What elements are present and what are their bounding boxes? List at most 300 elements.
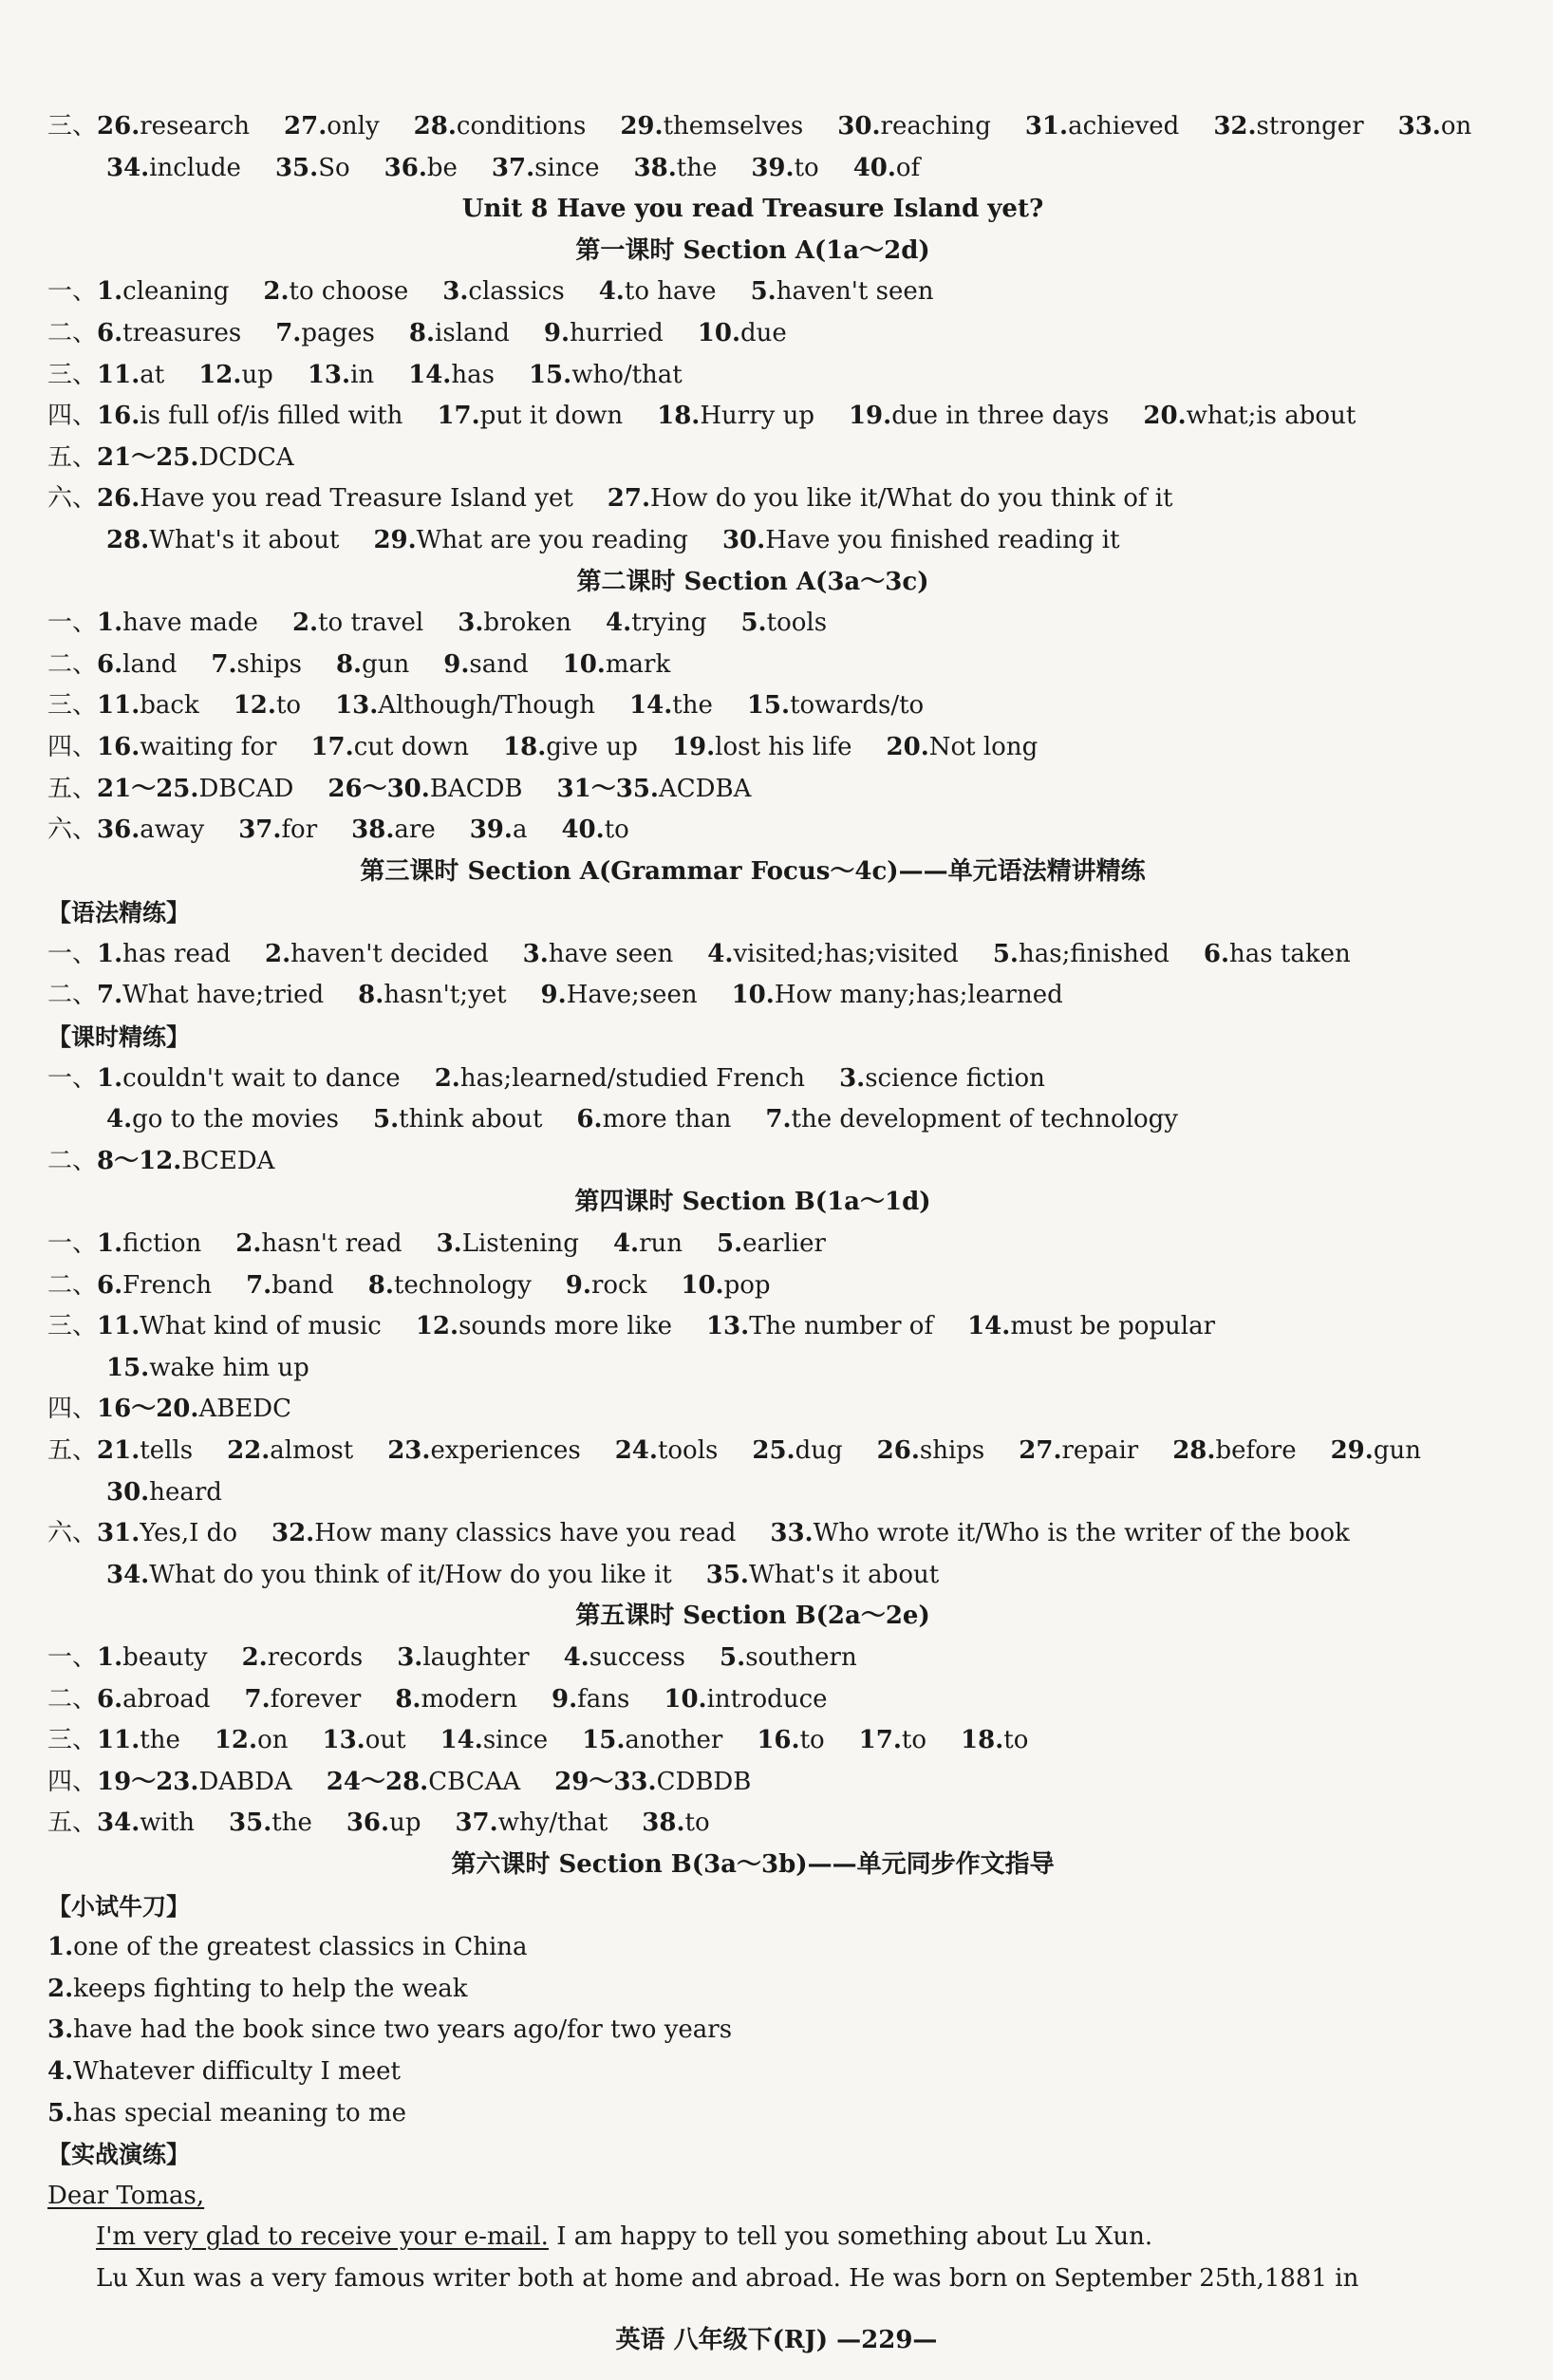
- question-number: 12.: [415, 1312, 459, 1341]
- answer-item: [492, 154, 600, 182]
- answer-text: Yes,I do: [140, 1519, 237, 1548]
- answer-text: why/that: [497, 1808, 608, 1838]
- answer-item: [351, 815, 436, 844]
- question-number: 10.: [697, 318, 740, 347]
- answer-item: [849, 402, 1109, 430]
- question-number: 38.: [642, 1808, 685, 1838]
- answer-item: [470, 815, 528, 844]
- answer-text: hasn't;yet: [384, 981, 507, 1010]
- question-number: 34.: [97, 1808, 140, 1838]
- answer-text: forever: [270, 1684, 362, 1714]
- part-number: 二、: [47, 1146, 98, 1175]
- answer-text: the development of technology: [791, 1105, 1178, 1134]
- question-number: 37.: [491, 153, 535, 182]
- answer-item: [698, 319, 787, 347]
- question-number: 6.: [97, 1684, 123, 1714]
- answer-line: [47, 603, 1458, 645]
- answer-line: [47, 396, 1458, 438]
- question-number: 8～12.: [97, 1146, 182, 1175]
- question-number: 9.: [540, 981, 567, 1010]
- answer-item: [887, 733, 1038, 761]
- answer-line: [47, 1389, 1458, 1431]
- answer-text: hasn't read: [261, 1229, 402, 1259]
- answer-item: [275, 319, 375, 347]
- answer-text: back: [140, 691, 199, 721]
- part-number: 四、: [47, 1395, 98, 1424]
- answer-item: [97, 1312, 382, 1340]
- answer-text: the: [271, 1808, 312, 1838]
- question-number: 15.: [528, 360, 572, 389]
- question-number: 35.: [229, 1808, 272, 1838]
- answer-item: [722, 526, 1120, 554]
- answer-text: for: [281, 815, 318, 845]
- answer-item: [859, 1726, 926, 1754]
- question-number: 33.: [1397, 112, 1441, 141]
- question-number: 15.: [582, 1726, 626, 1755]
- question-number: 18.: [657, 402, 701, 431]
- answer-text: gun: [1373, 1436, 1421, 1465]
- question-number: 1.: [97, 1642, 123, 1672]
- answer-item: [440, 1726, 549, 1754]
- question-number: 19.: [671, 732, 716, 761]
- answer-item: [564, 1643, 685, 1672]
- answer-line: [47, 478, 1458, 520]
- answer-text: themselves: [663, 112, 804, 141]
- answer-line: [47, 1059, 1458, 1100]
- answer-text: hurried: [570, 318, 664, 347]
- question-number: 16.: [97, 402, 140, 431]
- question-number: 6.: [97, 318, 123, 347]
- answer-text: to: [1003, 1726, 1029, 1755]
- answer-text: haven't decided: [290, 939, 489, 968]
- part-number: 二、: [47, 649, 98, 679]
- answer-text: who/that: [571, 360, 683, 389]
- question-number: 26.: [97, 484, 140, 514]
- answer-line: [47, 1638, 1458, 1679]
- answer-text: go to the movies: [132, 1105, 339, 1134]
- question-number: 34.: [106, 153, 150, 182]
- answer-text: couldn't wait to dance: [122, 1063, 401, 1093]
- answer-item: [435, 1064, 805, 1093]
- answer-item: [97, 1395, 291, 1423]
- question-number: 11.: [97, 1312, 140, 1341]
- answer-item: [455, 1808, 608, 1837]
- answer-line: [47, 1141, 1458, 1183]
- answer-item: [395, 1685, 517, 1714]
- question-number: 2.: [47, 1974, 74, 2003]
- answer-text: think about: [399, 1105, 543, 1134]
- answer-item: [563, 650, 671, 679]
- question-number: 19.: [848, 402, 892, 431]
- letter-greeting: [47, 2176, 1458, 2218]
- question-number: 14.: [967, 1312, 1011, 1341]
- answer-text: have seen: [548, 939, 674, 968]
- answer-item: [97, 609, 258, 637]
- question-number: 2.: [265, 939, 291, 968]
- answer-text: Have you read Treasure Island yet: [140, 484, 573, 514]
- answer-text: fans: [577, 1684, 630, 1714]
- answer-text: the: [672, 691, 713, 721]
- answer-text: ships: [236, 649, 302, 679]
- answer-item: [523, 940, 674, 968]
- question-number: 23.: [387, 1436, 431, 1465]
- answer-text: DABDA: [198, 1767, 292, 1796]
- answer-line: [47, 438, 1458, 479]
- answer-text: dug: [795, 1436, 843, 1465]
- answer-text: to: [799, 1726, 825, 1755]
- answer-text: to: [275, 691, 302, 721]
- page-footer: 英语 八年级下(RJ) —229—: [615, 2326, 938, 2354]
- answer-text: classics: [468, 277, 565, 307]
- answer-item: [443, 650, 528, 679]
- answer-item: [634, 154, 718, 182]
- answer-item: [416, 1312, 672, 1340]
- answer-line: [47, 769, 1458, 811]
- answer-item: [706, 1561, 939, 1589]
- answer-item: [961, 1726, 1028, 1754]
- question-number: 2.: [235, 1229, 262, 1259]
- answer-item: [414, 112, 587, 141]
- answer-line: [47, 934, 1458, 976]
- answer-item: [215, 1726, 289, 1754]
- answer-text: has special meaning to me: [73, 2098, 407, 2127]
- part-number: 二、: [47, 1684, 98, 1714]
- answer-item: [1143, 402, 1356, 430]
- answer-text: a: [512, 815, 528, 845]
- answer-text: What are you reading: [416, 525, 688, 554]
- answer-item: [620, 112, 803, 141]
- answer-text: sand: [469, 649, 529, 679]
- answer-text: How do you like it/What do you think of it: [650, 484, 1173, 514]
- answer-line: [47, 148, 1458, 190]
- answer-text: due in three days: [891, 402, 1110, 431]
- answer-item: [544, 319, 664, 347]
- answer-item: [765, 1105, 1178, 1134]
- answer-item: [97, 1808, 195, 1837]
- answer-item: [234, 691, 301, 720]
- question-number: 4.: [563, 1642, 589, 1672]
- answer-item: [106, 526, 339, 554]
- answer-item: [97, 1726, 180, 1754]
- answer-item: [284, 112, 380, 141]
- answer-text: another: [625, 1726, 723, 1755]
- answer-line: [47, 1513, 1458, 1555]
- answer-item: [358, 981, 506, 1009]
- question-number: 3.: [458, 609, 484, 638]
- answer-item: [541, 981, 698, 1009]
- answer-item: [336, 650, 409, 679]
- part-number: 三、: [47, 112, 98, 141]
- answer-line: [47, 685, 1458, 727]
- answer-item: [442, 277, 564, 306]
- part-number: 三、: [47, 691, 98, 721]
- answer-item: [106, 1105, 339, 1134]
- question-number: 19～23.: [97, 1767, 199, 1796]
- answer-item: [97, 733, 276, 761]
- answer-item: [717, 1229, 826, 1258]
- answer-text: research: [140, 112, 251, 141]
- question-number: 2.: [263, 277, 290, 307]
- answer-line: [47, 1555, 1458, 1597]
- answer-item: [458, 609, 571, 637]
- question-number: 14.: [440, 1726, 483, 1755]
- question-number: 4.: [598, 277, 625, 307]
- answer-item: [97, 484, 573, 513]
- answer-text: repair: [1061, 1436, 1139, 1465]
- answer-item: [387, 1436, 580, 1465]
- question-number: 30.: [721, 525, 766, 554]
- question-number: 4.: [606, 609, 632, 638]
- part-number: 四、: [47, 1767, 98, 1796]
- answer-item: [720, 1643, 857, 1672]
- answer-item: [47, 1933, 528, 1961]
- answer-text: pages: [301, 318, 375, 347]
- question-number: 7.: [765, 1105, 792, 1134]
- answer-item: [566, 1271, 647, 1300]
- answer-text: run: [639, 1229, 683, 1259]
- answer-text: tools: [657, 1436, 719, 1465]
- question-number: 3.: [47, 2015, 74, 2045]
- part-number: 二、: [47, 1270, 98, 1300]
- answer-item: [211, 650, 302, 679]
- answer-text: only: [327, 112, 380, 141]
- answer-line: [47, 1306, 1458, 1348]
- answer-line: [47, 313, 1458, 355]
- answer-text: heard: [149, 1477, 222, 1507]
- answer-text: beauty: [122, 1642, 208, 1672]
- answer-item: [97, 1643, 208, 1672]
- answer-text: DCDCA: [198, 442, 294, 472]
- question-number: 16～20.: [97, 1395, 199, 1424]
- answer-item: [47, 2015, 732, 2044]
- answer-item: [629, 691, 713, 720]
- answer-text: What's it about: [149, 525, 340, 554]
- question-number: 29.: [620, 112, 664, 141]
- answer-text: are: [394, 815, 436, 845]
- question-number: 13.: [307, 360, 351, 389]
- question-number: 4.: [707, 939, 734, 968]
- question-number: 5.: [750, 277, 776, 307]
- question-number: 8.: [395, 1684, 421, 1714]
- answer-text: experiences: [430, 1436, 581, 1465]
- question-number: 13.: [322, 1726, 365, 1755]
- answer-content: [47, 106, 1472, 2299]
- answer-item: [839, 1064, 1045, 1093]
- question-number: 17.: [858, 1726, 902, 1755]
- answer-text: What have;tried: [122, 981, 325, 1010]
- answer-text: CBCAA: [428, 1767, 521, 1796]
- part-number: 六、: [47, 484, 98, 514]
- answer-text: records: [267, 1642, 364, 1672]
- answer-text: abroad: [122, 1684, 211, 1714]
- answer-text: to have: [624, 277, 717, 307]
- question-number: 2.: [241, 1642, 268, 1672]
- subsection-label: 【小试牛刀】: [47, 1892, 191, 1921]
- question-number: 29.: [373, 525, 417, 554]
- answer-item: [608, 484, 1173, 513]
- answer-line: [47, 1224, 1458, 1265]
- answer-item: [97, 361, 164, 389]
- answer-text: BACDB: [429, 774, 523, 803]
- part-number: 一、: [47, 1642, 98, 1672]
- answer-line: [47, 106, 1472, 148]
- question-number: 21.: [97, 1436, 140, 1465]
- answer-item: [97, 1271, 212, 1300]
- question-number: 14.: [629, 691, 673, 721]
- answer-item: [1204, 940, 1351, 968]
- question-number: 10.: [681, 1270, 724, 1300]
- question-number: 37.: [455, 1808, 498, 1838]
- question-number: 26～30.: [327, 774, 430, 803]
- question-number: 7.: [275, 318, 302, 347]
- question-number: 40.: [561, 815, 605, 845]
- answer-line: [47, 355, 1458, 397]
- answer-item: [606, 609, 706, 637]
- answer-item: [770, 1519, 1349, 1547]
- answer-line: [47, 2052, 1458, 2093]
- section-heading: 第四课时 Section B(1a～1d): [574, 1188, 931, 1217]
- question-number: 5.: [372, 1105, 400, 1134]
- answer-text: lost his life: [715, 732, 852, 761]
- answer-text: DBCAD: [198, 774, 294, 803]
- answer-text: cut down: [353, 732, 470, 761]
- answer-item: [657, 402, 814, 430]
- question-number: 27.: [607, 484, 651, 514]
- answer-text: tools: [766, 609, 828, 638]
- question-number: 17.: [310, 732, 354, 761]
- answer-item: [1172, 1436, 1296, 1465]
- answer-text: to: [604, 815, 629, 845]
- answer-text: Whatever difficulty I meet: [73, 2056, 401, 2086]
- answer-item: [47, 2099, 406, 2127]
- answer-text: has: [451, 360, 495, 389]
- answer-line: [47, 1472, 1458, 1514]
- answer-text: since: [534, 153, 600, 182]
- answer-item: [97, 112, 250, 141]
- answer-text: reaching: [880, 112, 991, 141]
- answer-item: [263, 277, 408, 306]
- question-number: 6.: [97, 649, 123, 679]
- answer-text: science fiction: [865, 1063, 1045, 1093]
- answer-text: mark: [605, 649, 671, 679]
- answer-item: [409, 319, 510, 347]
- answer-item: [1213, 112, 1363, 141]
- answer-text: fiction: [122, 1229, 202, 1259]
- answer-text: put it down: [479, 402, 624, 431]
- answer-item: [437, 402, 623, 430]
- part-number: 三、: [47, 1312, 98, 1341]
- part-number: 一、: [47, 1229, 98, 1259]
- question-number: 17.: [437, 402, 480, 431]
- answer-text: laughter: [422, 1642, 530, 1672]
- answer-item: [747, 691, 924, 720]
- question-number: 14.: [408, 360, 452, 389]
- answer-line: [47, 1969, 1458, 2011]
- answer-text: with: [140, 1808, 196, 1838]
- question-number: 27.: [284, 112, 327, 141]
- answer-text: Listening: [461, 1229, 579, 1259]
- part-number: 一、: [47, 609, 98, 638]
- answer-line: [47, 1348, 1458, 1390]
- question-number: 26.: [876, 1436, 920, 1465]
- question-number: 36.: [346, 1808, 390, 1838]
- answer-text: earlier: [742, 1229, 826, 1259]
- answer-text: in: [350, 360, 375, 389]
- question-number: 3.: [442, 277, 469, 307]
- part-number: 一、: [47, 1063, 98, 1093]
- question-number: 28.: [106, 525, 150, 554]
- paragraph-text: Lu Xun was a very famous writer both at home and abroad. He was born on September 25th,1881 in: [96, 2263, 1359, 2293]
- question-number: 3.: [436, 1229, 462, 1259]
- answer-line: [47, 645, 1458, 686]
- answer-text: is full of/is filled with: [140, 402, 403, 431]
- question-number: 36.: [384, 153, 427, 182]
- question-number: 32.: [1213, 112, 1257, 141]
- question-number: 11.: [97, 360, 140, 389]
- answer-text: introduce: [706, 1684, 828, 1714]
- question-number: 13.: [335, 691, 379, 721]
- underlined-sentence: I'm very glad to receive your e-mail.: [96, 2222, 549, 2252]
- answer-text: French: [122, 1270, 213, 1300]
- answer-item: [97, 1147, 274, 1175]
- answer-text: up: [389, 1808, 421, 1838]
- answer-item: [582, 1726, 722, 1754]
- answer-item: [97, 775, 293, 803]
- answer-text: BCEDA: [181, 1146, 275, 1175]
- answer-text: sounds more like: [458, 1312, 672, 1341]
- answer-item: [97, 443, 294, 472]
- answer-text: treasures: [122, 318, 242, 347]
- question-number: 38.: [633, 153, 677, 182]
- question-number: 28.: [1172, 1436, 1216, 1465]
- question-number: 30.: [837, 112, 881, 141]
- answer-text: technology: [393, 1270, 532, 1300]
- answer-text: Have;seen: [566, 981, 698, 1010]
- letter-paragraph: [47, 2217, 1458, 2258]
- answer-item: [310, 733, 469, 761]
- question-number: 8.: [408, 318, 436, 347]
- answer-text: has taken: [1229, 939, 1351, 968]
- answer-item: [97, 1229, 201, 1258]
- answer-text: give up: [546, 732, 638, 761]
- part-number: 三、: [47, 360, 98, 389]
- answer-item: [557, 775, 752, 803]
- answer-line: [47, 1679, 1458, 1721]
- subsection-label: 【语法精练】: [47, 899, 191, 928]
- answer-item: [397, 1643, 529, 1672]
- question-number: 39.: [751, 153, 795, 182]
- answer-item: [837, 112, 991, 141]
- answer-text: What do you think of it/How do you like it: [149, 1560, 672, 1589]
- answer-item: [106, 1561, 672, 1589]
- question-number: 3.: [522, 939, 549, 968]
- question-number: 11.: [97, 691, 140, 721]
- answer-text: of: [895, 153, 921, 182]
- question-number: 34.: [106, 1560, 150, 1589]
- answer-item: [97, 402, 402, 430]
- question-number: 7.: [244, 1684, 271, 1714]
- section-heading: Unit 8 Have you read Treasure Island yet?: [461, 195, 1044, 224]
- question-number: 10.: [664, 1684, 707, 1714]
- question-number: 15.: [746, 691, 791, 721]
- question-number: 8.: [335, 649, 363, 679]
- answer-line: [47, 1099, 1458, 1141]
- answer-text: away: [140, 815, 205, 845]
- question-number: 20.: [1143, 402, 1187, 431]
- answer-item: [373, 526, 688, 554]
- answer-item: [327, 775, 522, 803]
- answer-item: [322, 1726, 405, 1754]
